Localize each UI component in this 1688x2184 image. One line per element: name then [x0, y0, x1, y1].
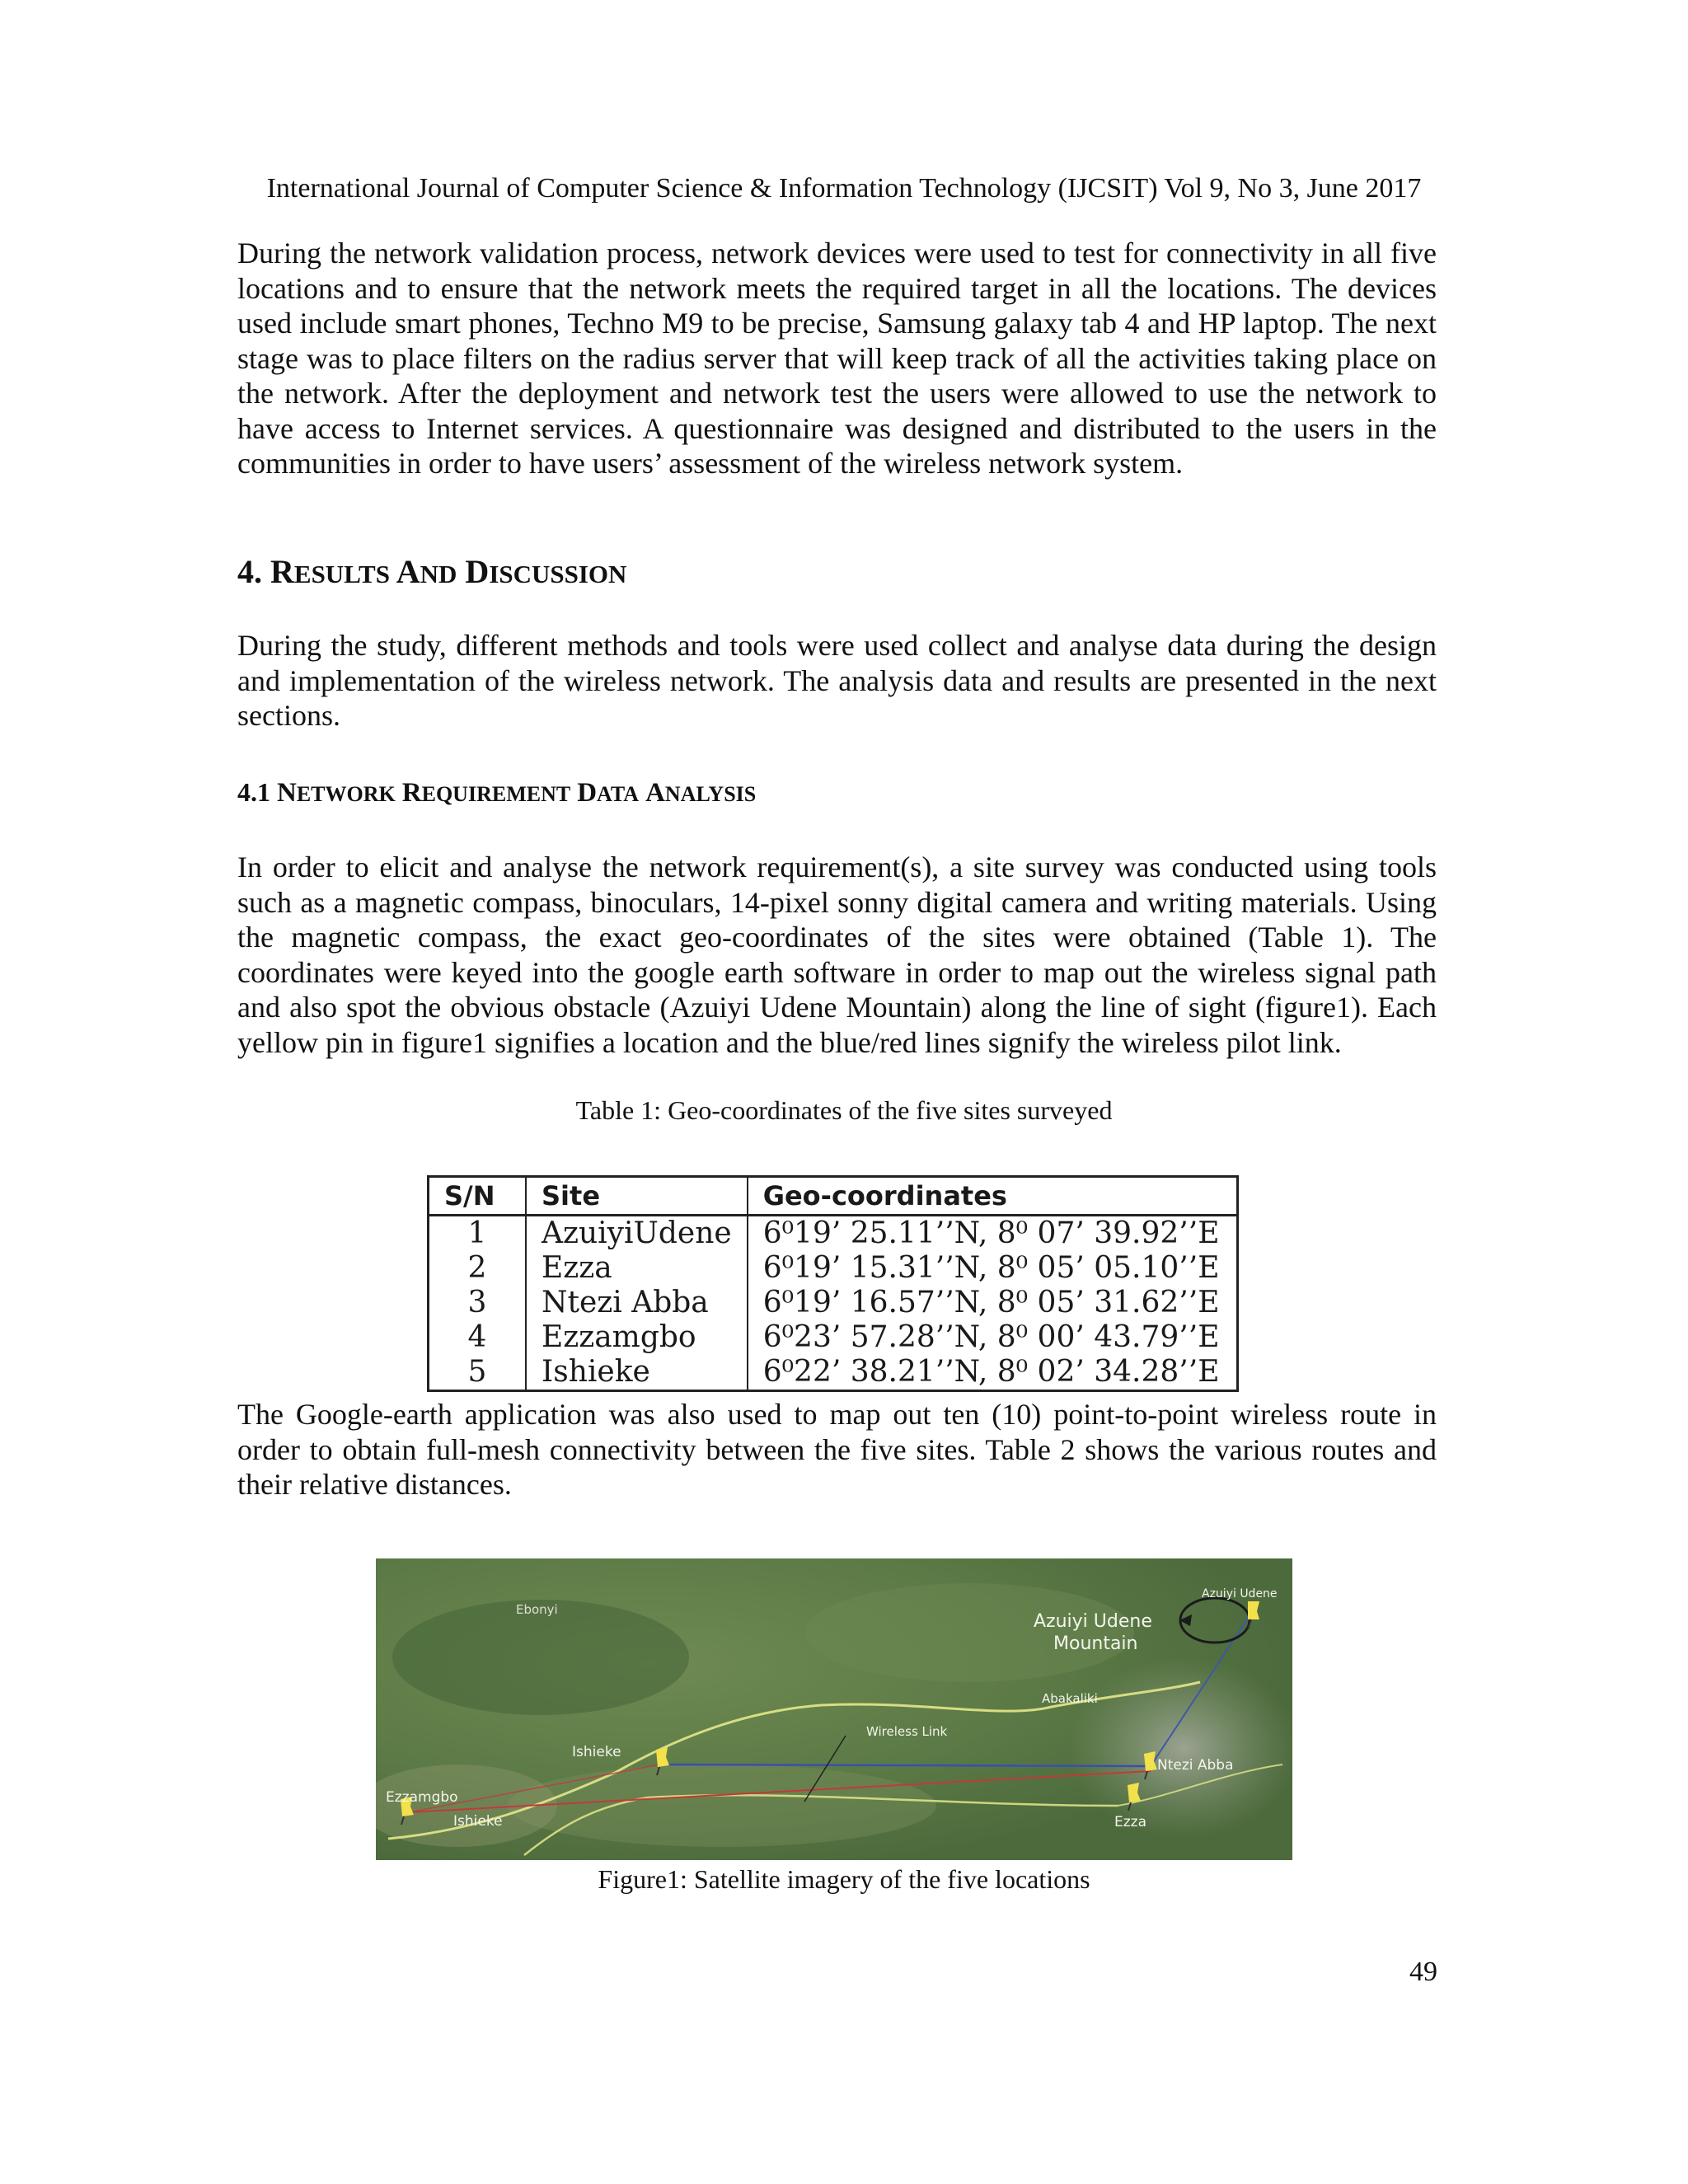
- table-cell-site: Ezzamgbo: [526, 1320, 748, 1355]
- table-row: [429, 1355, 1238, 1391]
- table-row: [429, 1286, 1238, 1320]
- map-label-ezza: Ezza: [1114, 1814, 1147, 1830]
- table-cell-site: Ntezi Abba: [526, 1286, 748, 1320]
- table-cell-sn: 2: [429, 1251, 527, 1286]
- table-row: [429, 1216, 1238, 1252]
- satellite-map-figure: [376, 1558, 1292, 1860]
- intro-paragraph: During the network validation process, network devices were used to test for connectivity in all five locations and to ensure that the network meets the required target in all the locations. The devices used include smart phones, Techno M9 to be precise, Samsung galaxy tab 4 and HP laptop. The next stage was to place filters on the radius server that will keep track of all the activities taking place on the network. After the deployment and network test the users were allowed to use the network to have access to Internet services. A questionnaire was designed and distributed to the users in the communities in order to have users’ assessment of the wireless network system.: [237, 237, 1437, 480]
- table-row: [429, 1320, 1238, 1355]
- table-cell-coordinates: 6⁰19’ 16.57’’N, 8⁰ 05’ 31.62’’E: [748, 1286, 1238, 1320]
- table-cell-coordinates: 6⁰19’ 25.11’’N, 8⁰ 07’ 39.92’’E: [748, 1216, 1238, 1252]
- table-cell-coordinates: 6⁰22’ 38.21’’N, 8⁰ 02’ 34.28’’E: [748, 1355, 1238, 1391]
- running-head: International Journal of Computer Science & Information Technology (IJCSIT) Vol 9, No 3, June 2017: [266, 173, 1422, 204]
- results-paragraph: During the study, different methods and tools were used collect and analyse data during the design and implementation of the wireless network. The analysis data and results are presented in the next sections.: [237, 629, 1437, 732]
- map-label-mountain-line1: Azuiyi Udene: [1034, 1611, 1152, 1632]
- table-cell-sn: 5: [429, 1355, 527, 1391]
- subsection-heading-network-requirement: 4.1 NETWORK REQUIREMENT DATA ANALYSIS: [237, 777, 757, 808]
- map-label-ebonyi: Ebonyi: [516, 1602, 558, 1617]
- table-cell-sn: 4: [429, 1320, 527, 1355]
- table-header-row: [429, 1177, 1238, 1216]
- section-number: 4.: [237, 553, 262, 590]
- routes-paragraph: The Google-earth application was also used to map out ten (10) point-to-point wireless route in order to obtain full-mesh connectivity between the five sites. Table 2 shows the various routes and their relative distances.: [237, 1398, 1437, 1501]
- table-cell-site: Ishieke: [526, 1355, 748, 1391]
- table-row: [429, 1251, 1238, 1286]
- table-cell-sn: 1: [429, 1216, 527, 1252]
- figure-caption: Figure1: Satellite imagery of the five locations: [598, 1864, 1090, 1894]
- table-cell-coordinates: 6⁰23’ 57.28’’N, 8⁰ 00’ 43.79’’E: [748, 1320, 1238, 1355]
- section-heading-results: 4. RESULTS AND DISCUSSION: [237, 553, 627, 590]
- page-number: 49: [1409, 1957, 1437, 1987]
- column-header-sn: S/N: [429, 1177, 527, 1216]
- column-header-site: Site: [526, 1177, 748, 1216]
- map-label-azuiyi-udene-pin: Azuiyi Udene: [1202, 1587, 1278, 1601]
- geo-coordinates-table: [427, 1175, 1239, 1392]
- table-cell-sn: 3: [429, 1286, 527, 1320]
- table-caption: Table 1: Geo-coordinates of the five sites surveyed: [575, 1095, 1113, 1125]
- subsection-number: 4.1: [237, 777, 270, 807]
- map-label-ishieke: Ishieke: [572, 1744, 621, 1760]
- map-label-ishieke-lower: Ishieke: [453, 1813, 503, 1830]
- network-requirement-paragraph: In order to elicit and analyse the network requirement(s), a site survey was conducted using tools such as a magnetic compass, binoculars, 14-pixel sonny digital camera and writing materials. Using the magnetic compass, the exact geo-coordinates of the sites were obtained (Table 1). The coordinates were keyed into the google earth software in order to map out the wireless signal path and also spot the obvious obstacle (Azuiyi Udene Mountain) along the line of sight (figure1). Each yellow pin in figure1 signifies a location and the blue/red lines signify the wireless pilot link.: [237, 851, 1437, 1059]
- column-header-geo-coordinates: Geo-coordinates: [748, 1177, 1238, 1216]
- urban-area: [1068, 1657, 1292, 1839]
- table-cell-site: AzuiyiUdene: [526, 1216, 748, 1252]
- map-label-ntezi-abba: Ntezi Abba: [1157, 1757, 1234, 1774]
- map-label-wireless-link: Wireless Link: [866, 1724, 948, 1739]
- table-cell-coordinates: 6⁰19’ 15.31’’N, 8⁰ 05’ 05.10’’E: [748, 1251, 1238, 1286]
- table-cell-site: Ezza: [526, 1251, 748, 1286]
- map-label-ezzamgbo: Ezzamgbo: [386, 1789, 458, 1806]
- map-label-abakaliki: Abakaliki: [1042, 1691, 1098, 1706]
- map-label-mountain-line2: Mountain: [1053, 1633, 1138, 1654]
